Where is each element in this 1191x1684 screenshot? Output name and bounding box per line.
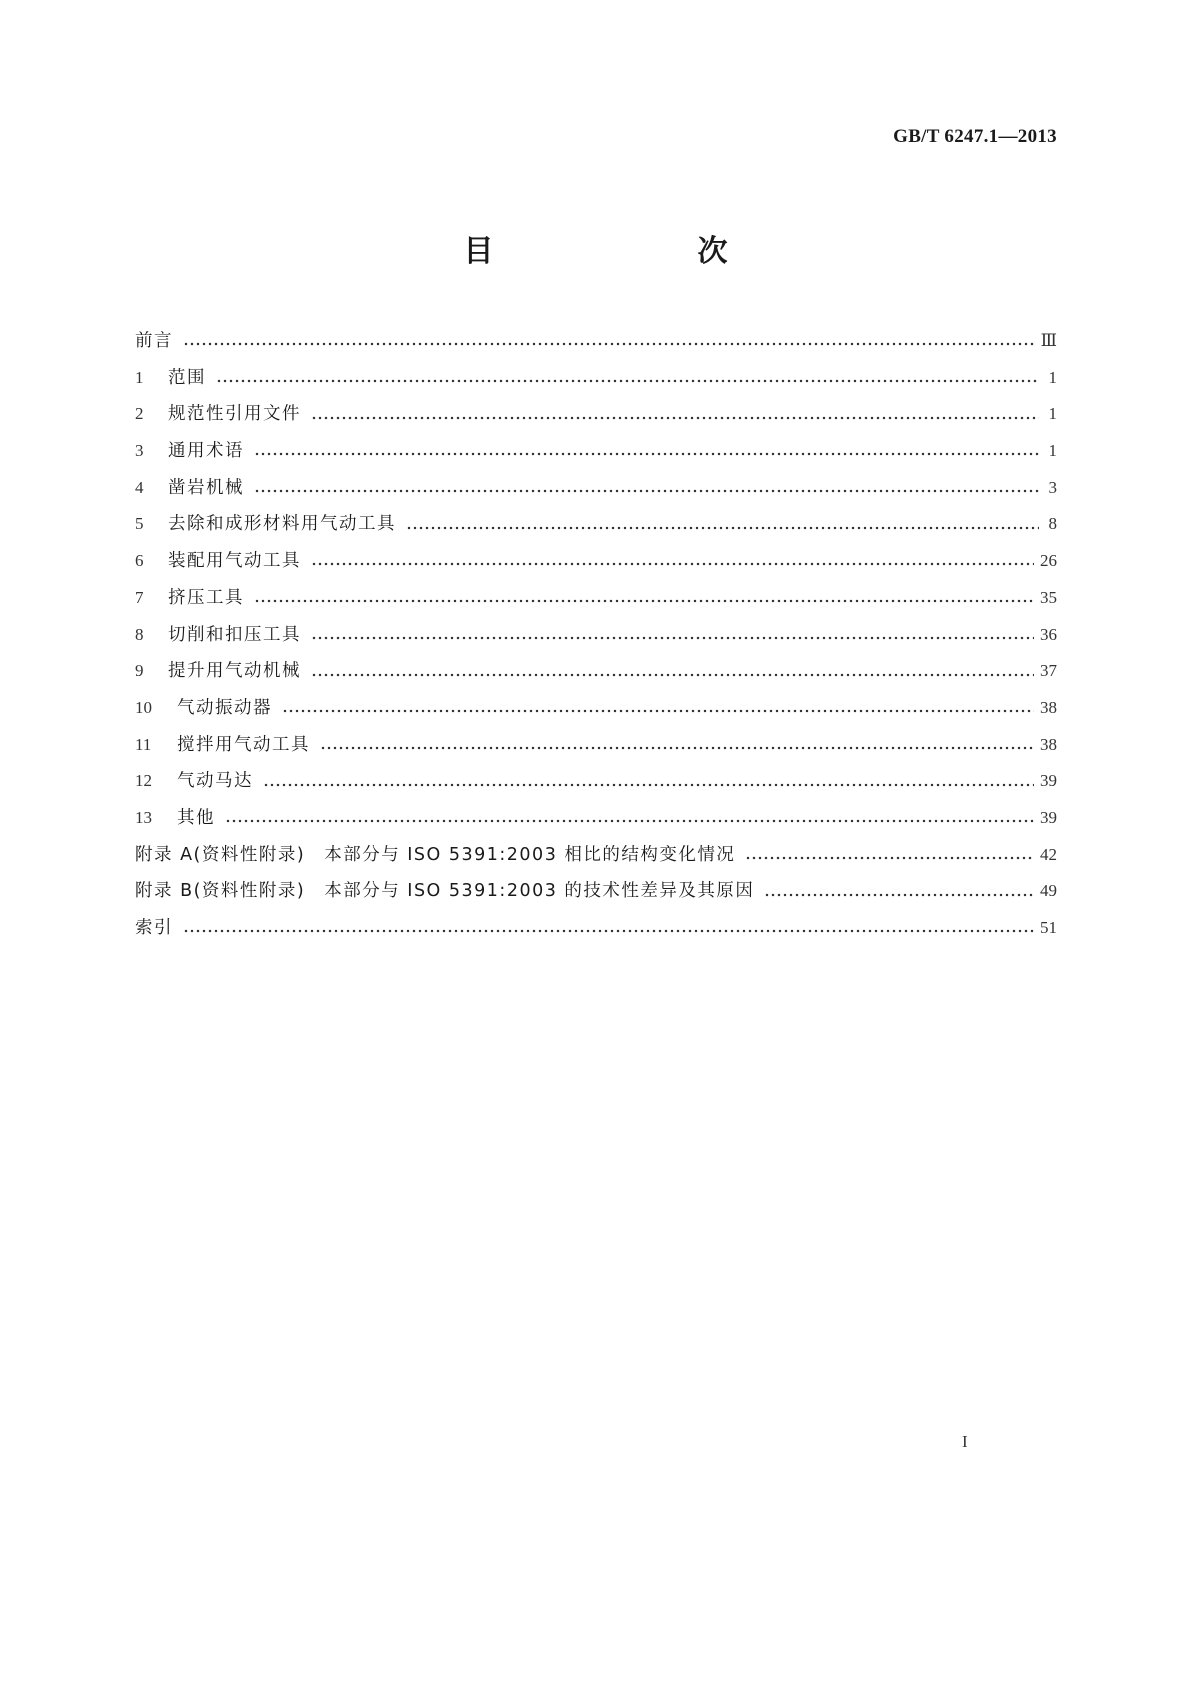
toc-entry-title: 索引 (135, 918, 173, 938)
toc-entry-page: 49 (1040, 881, 1057, 901)
toc-entry-index[interactable] (135, 910, 1057, 947)
dot-leader (745, 856, 1034, 860)
dot-leader (764, 893, 1034, 897)
toc-entry-number: 12 (135, 771, 152, 791)
toc-entry-page: 39 (1040, 807, 1057, 827)
toc-entry-number: 9 (135, 661, 144, 681)
dot-leader (311, 636, 1034, 640)
toc-entry-title: 附录 A(资料性附录) 本部分与 ISO 5391:2003 相比的结构变化情况 (135, 844, 736, 865)
dot-leader (183, 929, 1034, 933)
toc-entry-page: 8 (1048, 514, 1057, 534)
toc-entry-title: 规范性引用文件 (168, 404, 301, 425)
toc-entry-number: 4 (135, 477, 144, 497)
toc-entry-number: 6 (135, 551, 144, 571)
page-title: 目 次 (463, 234, 776, 269)
toc-entry-page: 35 (1040, 587, 1057, 607)
toc-entry-9[interactable] (135, 653, 1057, 690)
toc-entry-foreword[interactable] (135, 323, 1057, 360)
toc-entry-title: 装配用气动工具 (168, 551, 301, 572)
toc-entry-title: 气动振动器 (177, 697, 272, 718)
toc-entry-2[interactable] (135, 396, 1057, 433)
toc-entry-number: 11 (135, 734, 152, 754)
dot-leader (225, 819, 1034, 823)
toc-entry-5[interactable] (135, 506, 1057, 543)
toc-entry-title: 其他 (177, 807, 215, 828)
toc-entry-annex-a[interactable] (135, 837, 1057, 874)
toc-entry-title: 挤压工具 (168, 587, 244, 608)
dot-leader (183, 342, 1035, 346)
dot-leader (311, 416, 1039, 420)
toc-entry-1[interactable] (135, 360, 1057, 397)
toc-entry-title: 前言 (135, 331, 173, 351)
toc-entry-page: 51 (1040, 918, 1057, 937)
toc-entry-title: 气动马达 (177, 771, 253, 792)
toc-entry-7[interactable] (135, 580, 1057, 617)
dot-leader (320, 746, 1034, 750)
dot-leader (311, 562, 1034, 566)
page-number: I (962, 1432, 968, 1451)
toc-entry-page: 38 (1040, 697, 1057, 717)
toc-entry-page: 42 (1040, 844, 1057, 864)
toc-entry-10[interactable] (135, 690, 1057, 727)
toc-entry-number: 5 (135, 514, 144, 534)
toc-entry-4[interactable] (135, 470, 1057, 507)
dot-leader (254, 452, 1039, 456)
toc-entry-number: 13 (135, 807, 152, 827)
toc-entry-number: 7 (135, 587, 144, 607)
toc-entry-title: 凿岩机械 (168, 477, 244, 498)
dot-leader (263, 783, 1034, 787)
toc-entry-page: 39 (1040, 771, 1057, 791)
toc-entry-11[interactable] (135, 727, 1057, 764)
toc-entry-page: 1 (1048, 441, 1057, 461)
toc-entry-title: 通用术语 (168, 441, 244, 462)
dot-leader (216, 379, 1039, 383)
toc-entry-page: Ⅲ (1040, 331, 1057, 350)
toc-entry-number: 2 (135, 404, 144, 424)
table-of-contents (135, 323, 1057, 947)
toc-entry-page: 38 (1040, 734, 1057, 754)
toc-entry-6[interactable] (135, 543, 1057, 580)
toc-entry-number: 10 (135, 697, 152, 717)
toc-entry-12[interactable] (135, 763, 1057, 800)
toc-entry-title: 提升用气动机械 (168, 661, 301, 682)
toc-entry-page: 26 (1040, 551, 1057, 571)
toc-entry-page: 37 (1040, 661, 1057, 681)
toc-entry-number: 1 (135, 367, 144, 387)
toc-entry-3[interactable] (135, 433, 1057, 470)
toc-entry-title: 搅拌用气动工具 (177, 734, 310, 755)
standard-code: GB/T 6247.1—2013 (893, 126, 1057, 147)
toc-entry-annex-b[interactable] (135, 873, 1057, 910)
toc-entry-page: 1 (1048, 404, 1057, 424)
toc-entry-13[interactable] (135, 800, 1057, 837)
toc-entry-title: 附录 B(资料性附录) 本部分与 ISO 5391:2003 的技术性差异及其原因 (135, 881, 755, 902)
toc-entry-title: 切削和扣压工具 (168, 624, 301, 645)
toc-entry-page: 1 (1048, 367, 1057, 387)
toc-entry-page: 3 (1048, 477, 1057, 497)
toc-entry-title: 去除和成形材料用气动工具 (168, 514, 396, 535)
toc-entry-number: 8 (135, 624, 144, 644)
dot-leader (311, 673, 1034, 677)
dot-leader (254, 599, 1034, 603)
dot-leader (406, 526, 1039, 530)
dot-leader (254, 489, 1039, 493)
dot-leader (282, 709, 1034, 713)
toc-entry-title: 范围 (168, 367, 206, 388)
toc-entry-number: 3 (135, 441, 144, 461)
toc-entry-page: 36 (1040, 624, 1057, 644)
toc-entry-8[interactable] (135, 617, 1057, 654)
